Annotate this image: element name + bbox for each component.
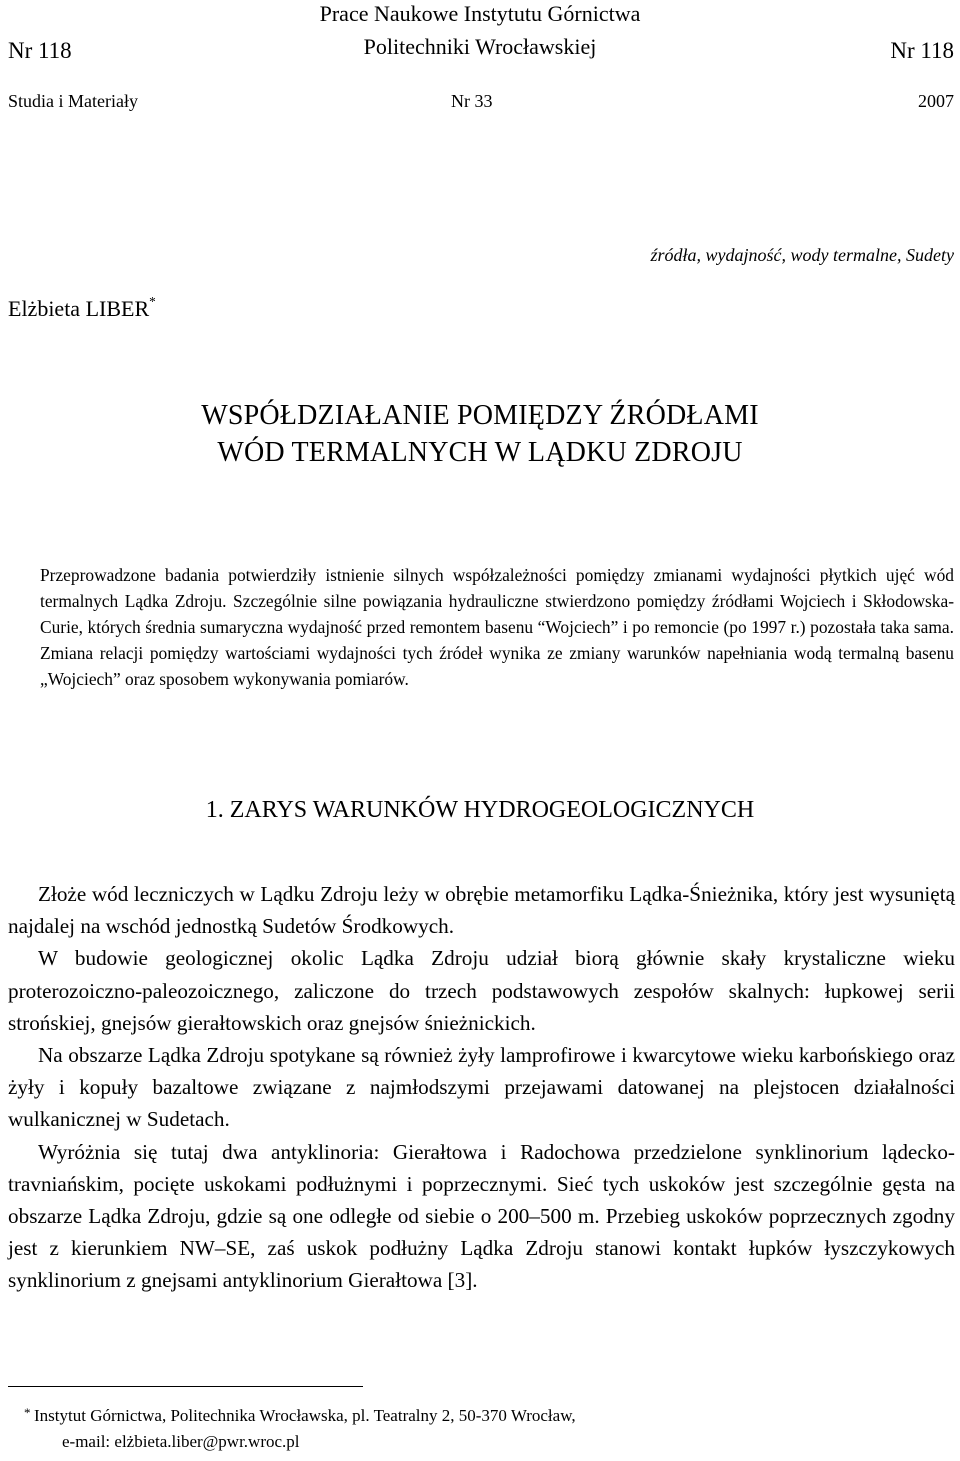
body-paragraph-3: Na obszarze Lądka Zdroju spotykane są również żyły lamprofirowe i kwarcytowe wieku karbońskiego oraz żyły i kopuły bazaltowe związane z najmłodszymi przejawami datowanej na plejstocen działalności wulkanicznej w Sudetach. xyxy=(8,1043,955,1132)
abstract: Przeprowadzone badania potwierdziły istnienie silnych współzależności pomiędzy zmianami wydajności płytkich ujęć wód termalnych Lądka Zdroju. Szczególnie silne powiązania hydrauliczne stwierdzono pomiędzy źródłami Wojciech i Skłodowska-Curie, których średnia sumaryczna wydajność przed remontem basenu “Wojciech” i po remoncie (po 1997 r.) pozostała taka sama. Zmiana relacji pomiędzy wartościami wydajności tych źródeł wynika ze zmiany warunków napełniania wodą termalną basenu „Wojciech” oraz sposobem wykonywania pomiarów. xyxy=(40,565,954,689)
author-name: Elżbieta LIBER xyxy=(8,296,150,321)
publication-year: 2007 xyxy=(918,91,954,111)
body-paragraph-1: Złoże wód leczniczych w Lądku Zdroju leży w obrębie metamorfiku Lądka-Śnieżnika, który jest wysuniętą najdalej na wschód jednostką Sudetów Środkowych. xyxy=(8,882,955,939)
footnote-line1 xyxy=(24,1403,576,1429)
series-number: Nr 33 xyxy=(451,91,493,111)
paper-title-line2: WÓD TERMALNYCH W LĄDKU ZDROJU xyxy=(217,437,743,468)
body-paragraph-4: Wyróżnia się tutaj dwa antyklinoria: Gierałtowa i Radochowa przedzielone synklinorium lądecko-travniańskim, pocięte uskokami podłużnymi i poprzecznymi. Sieć tych uskoków jest szczególnie gęsta na obszarze Lądka Zdroju, gdzie są one odległe od siebie o 200–500 m. Przebieg uskoków poprzecznych zgodny jest z kierunkiem NW–SE, zaś uskok podłużny Lądka Zdroju stanowi kontakt łupków łyszczykowych synklinorium z gnejsami antyklinorium Gierałtowa [3]. xyxy=(8,1139,955,1293)
institute-name-line1: Prace Naukowe Instytutu Górnictwa xyxy=(319,1,641,26)
body-paragraph-2: W budowie geologicznej okolic Lądka Zdroju udział biorą głównie skały krystaliczne wieku proterozoiczno-paleozoicznego, zaliczone do trzech podstawowych zespołów skalnych: łupkowej serii strońskiej, gnejsów gierałtowskich oraz gnejsów śnieżnickich. xyxy=(8,946,955,1035)
section-body xyxy=(8,878,955,1297)
footnote xyxy=(24,1403,576,1455)
section-heading: 1. ZARYS WARUNKÓW HYDROGEOLOGICZNYCH xyxy=(205,797,755,823)
keywords: źródła, wydajność, wody termalne, Sudety xyxy=(650,245,954,265)
author-footnote-mark: * xyxy=(149,294,156,309)
footnote-mark: * xyxy=(24,1405,31,1420)
institute-name-line2: Politechniki Wrocławskiej xyxy=(363,34,597,59)
footnote-divider xyxy=(8,1386,363,1387)
series-name: Studia i Materiały xyxy=(8,91,138,111)
author xyxy=(8,296,156,322)
footnote-affiliation: Instytut Górnictwa, Politechnika Wrocławska, pl. Teatralny 2, 50-370 Wrocław, xyxy=(34,1406,576,1425)
issue-number-right: Nr 118 xyxy=(890,38,954,63)
paper-title-line1: WSPÓŁDZIAŁANIE POMIĘDZY ŹRÓDŁAMI xyxy=(201,400,759,431)
issue-number-left: Nr 118 xyxy=(8,38,72,63)
footnote-email: e-mail: elżbieta.liber@pwr.wroc.pl xyxy=(62,1432,300,1451)
